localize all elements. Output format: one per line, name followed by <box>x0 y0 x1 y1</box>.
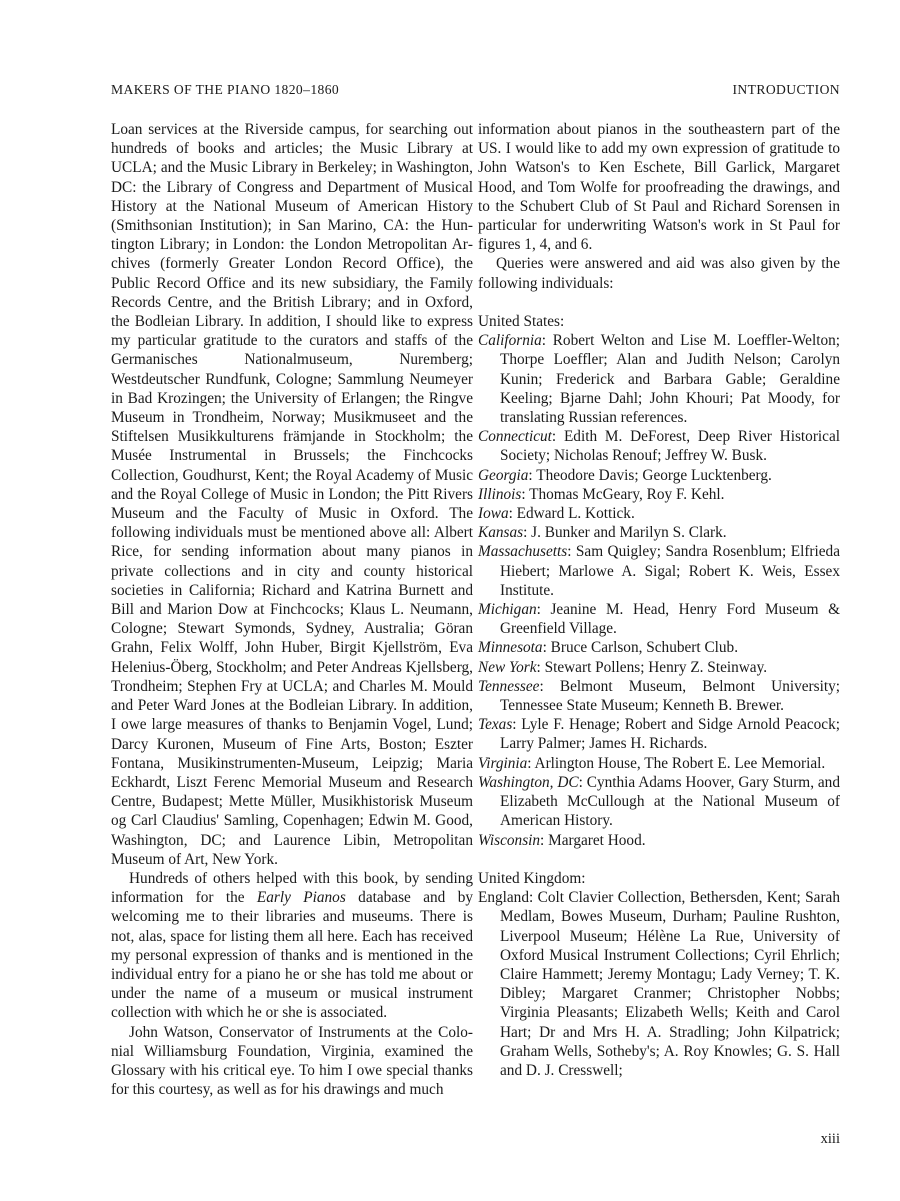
list-item: Massachusetts: Sam Quigley; Sandra Rosenblum; Elfrieda Hiebert; Marlowe A. Sigal; Robert K. Weis, Essex Institute. <box>478 543 840 599</box>
left-column <box>111 120 473 1099</box>
paragraph-libraries: Loan services at the Riverside campus, for searching out hundreds of books and articles; the Music Library at UCLA; and the Music Library in Berkeley; in Washington, DC: the Library of Congress and Department of Musical History at the National Museum of American History (Smithsonian Institution); in San Marino, CA: the Huntington Library; in London: the London Metropolitan Archives (formerly Greater London Record Office), the Public Record Office and its new subsidiary, the Family Records Centre, and the British Library; and in Oxford, the Bodleian Library. In addition, I should like to express my particular gratitude to the curators and staffs of the Germanisches Nationalmuseum, Nuremberg; Westdeutscher Rundfunk, Cologne; Sammlung Neumeyer in Bad Krozingen; the University of Erlangen; the Ringve Museum in Trondheim, Norway; Musikmuseet and the Stiftelsen Musikkulturens främjande in Stockholm; the Musée Instrumental in Brussels; the Finchcocks Collection, Goudhurst, Kent; the Royal Academy of Music and the Royal College of Music in London; the Pitt Rivers Museum and the Faculty of Music in Oxford. The following individuals must be mentioned above all: Albert Rice, for sending information about many pianos in private collections and in city and county historical societies in California; Richard and Katrina Burnett and Bill and Marion Dow at Finchcocks; Klaus L. Neumann, Cologne; Stewart Symonds, Sydney, Australia; Göran Grahn, Felix Wolff, John Huber, Birgit Kjellström, Eva Helenius-Öberg, Stockholm; and Peter Andreas Kjellsberg, Trondheim; Stephen Fry at UCLA; and Charles M. Mould and Peter Ward Jones at the Bodleian Library. In addition, I owe large measures of thanks to Benjamin Vogel, Lund; Darcy Kuronen, Museum of Fine Arts, Boston; Eszter Fontana, Musikinstrumenten-Museum, Leipzig; Maria Eckhardt, Liszt Ferenc Memorial Museum and Research Centre, Budapest; Mette Müller, Musikhistorisk Museum og Carl Claudius' Samling, Copenhagen; Edwin M. Good, Washington, DC; and Laurence Libin, Metropolitan Museum of Art, New York. <box>111 121 473 868</box>
list-item: New York: Stewart Pollens; Henry Z. Steinway. <box>478 658 768 676</box>
list-item: Texas: Lyle F. Henage; Robert and Sidge Arnold Peacock; Larry Palmer; James H. Richards. <box>478 716 840 753</box>
running-head <box>111 82 840 102</box>
list-item: Michigan: Jeanine M. Head, Henry Ford Museum & Greenfield Village. <box>478 601 840 638</box>
us-entries-list <box>478 331 840 849</box>
list-item: Virginia: Arlington House, The Robert E. Lee Memorial. <box>478 754 826 772</box>
running-head-section-title: INTRODUCTION <box>732 82 840 97</box>
list-item: Washington, DC: Cynthia Adams Hoover, Gary Sturm, and Elizabeth McCullough at the National Museum of American History. <box>478 773 840 830</box>
list-item: Georgia: Theodore Davis; George Lucktenberg. <box>478 466 772 484</box>
list-item: Minnesota: Bruce Carlson, Schubert Club. <box>478 639 739 657</box>
running-head-book-title: MAKERS OF THE PIANO 1820–1860 <box>111 82 340 97</box>
paragraph-john-watson: John Watson, Conservator of Instruments at the Colonial Williamsburg Foundation, Virginia, examined the Glossary with his critical eye. To him I owe special thanks for this courtesy, as well as for his drawings and much <box>111 1023 473 1099</box>
list-item: Illinois: Thomas McGeary, Roy F. Kehl. <box>478 485 725 503</box>
list-item: Kansas: J. Bunker and Marilyn S. Clark. <box>478 524 727 542</box>
page-number: xiii <box>820 1131 840 1147</box>
database-title: Early Pianos <box>256 889 346 907</box>
list-item: Wisconsin: Margaret Hood. <box>478 831 646 849</box>
list-item: England: Colt Clavier Collection, Bethersden, Kent; Sarah Medlam, Bowes Museum, Durham; Pauline Rushton, Liverpool Museum; Hélène La Rue, University of Oxford Musical Instrument Collections; Cyril Ehrlich; Claire Hammett; Jeremy Montagu; Lady Verney; T. K. Dibley; Margaret Cranmer; Christopher Nobbs; Virginia Pleasants; Elizabeth Wells; Keith and Carol Hart; Dr and Mrs H. A. Stradling; John Kilpatrick; Graham Wells, Sotheby's; A. Roy Knowles; G. S. Hall and D. J. Cresswell; <box>478 889 840 1079</box>
paragraph-hundreds-of-others: Hundreds of others helped with this book, by sending information for the Early Pianos database and by welcoming me to their libraries and museums. There is not, alas, space for listing them all here. Each has received my personal expression of thanks and is mentioned in the individual entry for a piano he or she has told me about or under the name of a museum or musical instrument collection with which he or she is associated. <box>111 869 474 1022</box>
list-item: Iowa: Edward L. Kottick. <box>478 505 635 523</box>
uk-entries-list <box>478 888 840 1080</box>
list-item: Connecticut: Edith M. DeForest, Deep River Historical Society; Nicholas Renouf; Jeffrey W. Busk. <box>478 428 840 465</box>
list-item: Tennessee: Belmont Museum, Belmont University; Tennessee State Museum; Kenneth B. Brewer. <box>478 677 840 715</box>
uk-heading: United Kingdom: <box>478 869 586 887</box>
right-column <box>478 120 840 1080</box>
paragraph-queries: Queries were answered and aid was also given by the following individuals: <box>478 255 840 292</box>
paragraph-southeastern: information about pianos in the southeastern part of the US. I would like to add my own expression of gratitude to John Watson's to Ken Eschete, Bill Garlick, Margaret Hood, and Tom Wolfe for proofreading the drawings, and to the Schubert Club of St Paul and Richard Sorensen in particular for underwriting Watson's work in St Paul for figures 1, 4, and 6. <box>478 121 840 254</box>
list-item: California: Robert Welton and Lise M. Loeffler-Welton; Thorpe Loeffler; Alan and Judith Nelson; Carolyn Kunin; Frederick and Barbara Gable; Geraldine Keeling; Bjarne Dahl; John Khouri; Pat Moody, for translating Russian references. <box>478 332 840 427</box>
us-heading: United States: <box>478 313 565 331</box>
